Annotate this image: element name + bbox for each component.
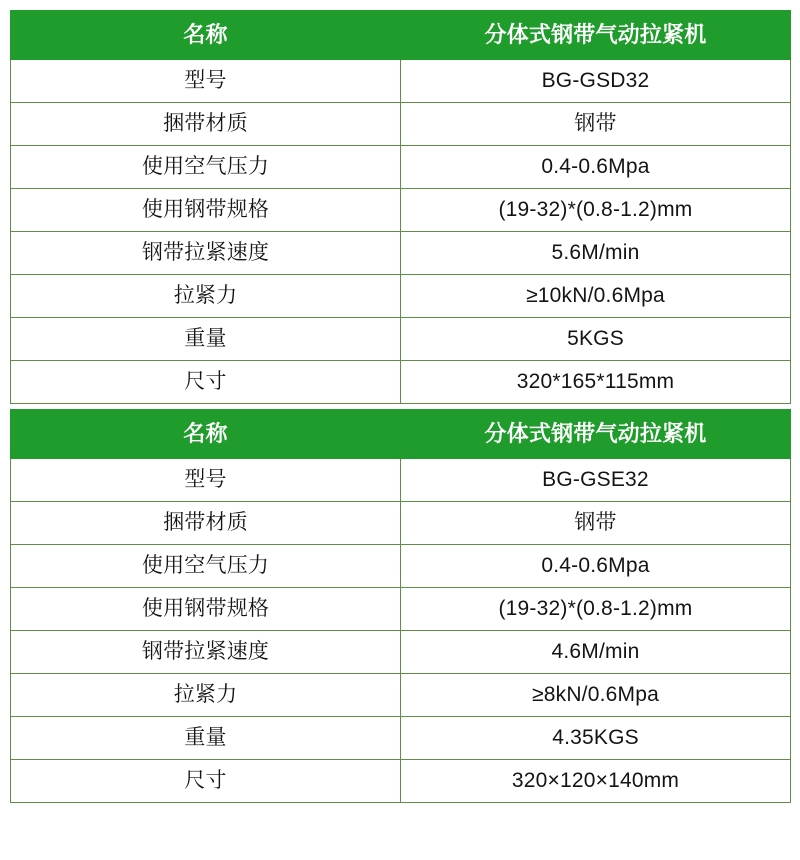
row-label: 重量	[11, 717, 401, 760]
table-header-label: 名称	[11, 410, 401, 459]
row-label: 使用钢带规格	[11, 189, 401, 232]
row-label: 拉紧力	[11, 275, 401, 318]
row-value: 钢带	[401, 103, 791, 146]
row-label: 重量	[11, 318, 401, 361]
row-value: 4.35KGS	[401, 717, 791, 760]
table-row	[11, 146, 791, 189]
table-row	[11, 318, 791, 361]
row-label: 尺寸	[11, 361, 401, 404]
row-value: (19-32)*(0.8-1.2)mm	[401, 588, 791, 631]
table-row	[11, 674, 791, 717]
table-row	[11, 459, 791, 502]
row-value: 320×120×140mm	[401, 760, 791, 803]
row-value: 5.6M/min	[401, 232, 791, 275]
table-row	[11, 232, 791, 275]
table-row	[11, 760, 791, 803]
row-value: BG-GSD32	[401, 60, 791, 103]
row-label: 使用钢带规格	[11, 588, 401, 631]
row-label: 使用空气压力	[11, 146, 401, 189]
spec-table-1	[10, 10, 791, 404]
row-value: (19-32)*(0.8-1.2)mm	[401, 189, 791, 232]
row-label: 型号	[11, 459, 401, 502]
table-row	[11, 103, 791, 146]
row-value: 5KGS	[401, 318, 791, 361]
row-value: ≥8kN/0.6Mpa	[401, 674, 791, 717]
row-value: 4.6M/min	[401, 631, 791, 674]
row-value: 0.4-0.6Mpa	[401, 146, 791, 189]
table-header-value: 分体式钢带气动拉紧机	[401, 11, 791, 60]
table-row	[11, 502, 791, 545]
row-value: BG-GSE32	[401, 459, 791, 502]
row-value: 320*165*115mm	[401, 361, 791, 404]
table-row	[11, 361, 791, 404]
row-label: 捆带材质	[11, 103, 401, 146]
row-value: ≥10kN/0.6Mpa	[401, 275, 791, 318]
table-row	[11, 588, 791, 631]
table-row	[11, 189, 791, 232]
table-row	[11, 275, 791, 318]
table-row	[11, 545, 791, 588]
row-label: 钢带拉紧速度	[11, 631, 401, 674]
table-header-value: 分体式钢带气动拉紧机	[401, 410, 791, 459]
spec-table-2	[10, 409, 791, 803]
table-header-row	[11, 11, 791, 60]
row-value: 0.4-0.6Mpa	[401, 545, 791, 588]
row-label: 使用空气压力	[11, 545, 401, 588]
row-label: 钢带拉紧速度	[11, 232, 401, 275]
table-header-label: 名称	[11, 11, 401, 60]
table-row	[11, 717, 791, 760]
row-label: 捆带材质	[11, 502, 401, 545]
row-label: 拉紧力	[11, 674, 401, 717]
row-label: 型号	[11, 60, 401, 103]
table-row	[11, 60, 791, 103]
table-row	[11, 631, 791, 674]
row-value: 钢带	[401, 502, 791, 545]
table-header-row	[11, 410, 791, 459]
row-label: 尺寸	[11, 760, 401, 803]
